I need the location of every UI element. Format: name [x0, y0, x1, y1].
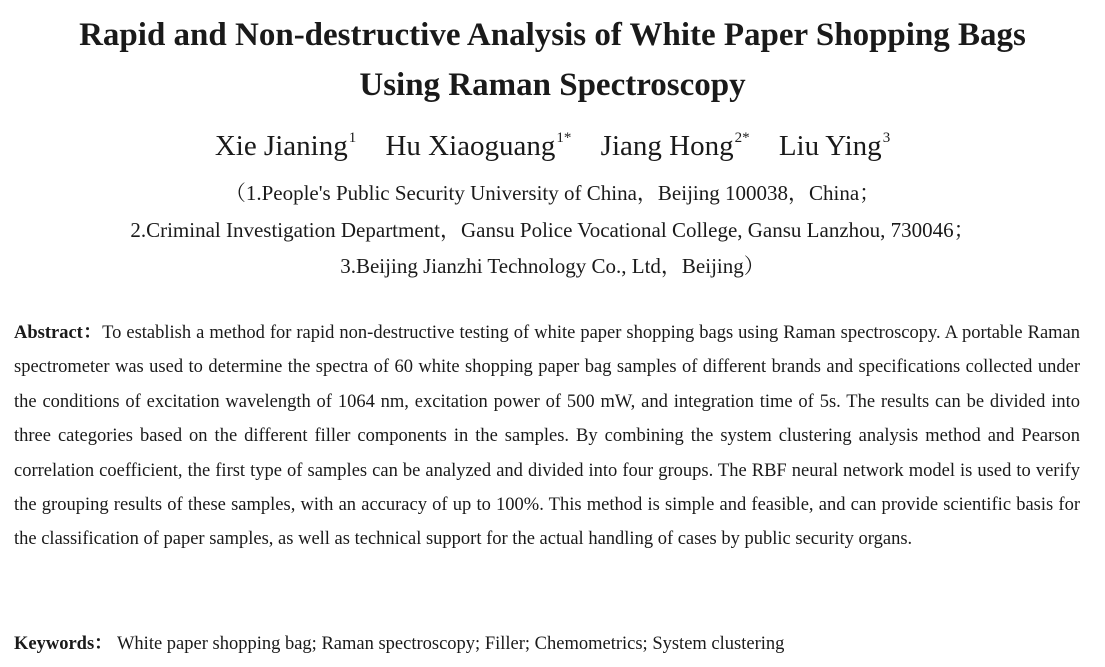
affiliation-3: 3.Beijing Jianzhi Technology Co., Ltd，Beijing）	[340, 254, 765, 278]
author-affiliation-mark: 3	[882, 130, 891, 146]
keywords-text: White paper shopping bag; Raman spectroscopy; Filler; Chemometrics; System clustering	[112, 634, 785, 654]
keywords-label: Keywords：	[14, 634, 113, 654]
author-affiliation-mark: 1	[348, 130, 357, 146]
author-affiliation-mark: 2*	[734, 130, 750, 146]
author-affiliation-mark: 1*	[556, 130, 572, 146]
keywords	[14, 627, 1090, 661]
author-4	[779, 124, 890, 168]
abstract-text: To establish a method for rapid non-destructive testing of white paper shopping bags using Raman spectroscopy. A portable Raman spectrometer was used to determine the spectra of 60 white shopping paper bag samples of different brands and specifications collected under the conditions of excitation wavelength of 1064 nm, excitation power of 500 mW, and integration time of 5s. The results can be divided into three categories based on the different filler components in the samples. By combining the system clustering analysis method and Pearson correlation coefficient, the first type of samples can be analyzed and divided into four groups. The RBF neural network model is used to verify the grouping results of these samples, with an accuracy of up to 100%. This method is simple and feasible, and can provide scientific basis for the classification of paper samples, as well as technical support for the actual handling of cases by public security organs.	[14, 323, 1081, 550]
paper-title-line-1: Rapid and Non-destructive Analysis of White Paper Shopping Bags	[79, 17, 1026, 53]
author-list	[0, 124, 1105, 168]
abstract-label: Abstract：	[14, 323, 103, 343]
author-3	[601, 124, 750, 168]
affiliation-1: （1.People's Public Security University of China，Beijing 100038，China；	[224, 181, 881, 205]
paper-title-line-2: Using Raman Spectroscopy	[359, 67, 746, 103]
affiliation-2: 2.Criminal Investigation Department，Gansu Police Vocational College, Gansu Lanzhou, 730046；	[130, 218, 975, 242]
abstract	[14, 316, 1080, 557]
author-name: Hu Xiaoguang	[385, 130, 556, 162]
author-1	[215, 124, 356, 168]
author-name: Jiang Hong	[600, 130, 734, 162]
author-name: Xie Jianing	[214, 130, 348, 162]
author-name: Liu Ying	[778, 130, 882, 162]
author-2	[385, 124, 571, 168]
